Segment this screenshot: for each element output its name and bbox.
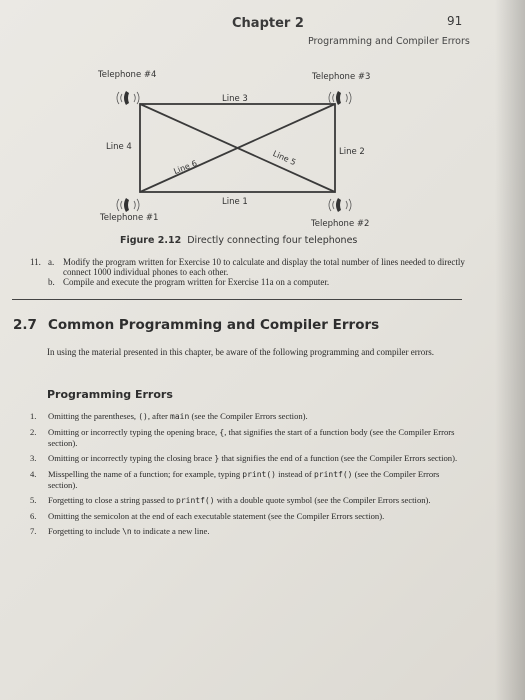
chapter-label: Chapter 2 — [232, 16, 304, 31]
list-item: 5. Forgetting to close a string passed to printf() with a double quote symbol (see the Compiler Errors section). — [30, 495, 431, 505]
figure-number: Figure 2.12 — [120, 235, 182, 246]
telephone-icon-4 — [117, 91, 139, 105]
code-snippet: () — [138, 412, 148, 421]
code-snippet: print() — [242, 470, 276, 479]
code-snippet: printf() — [176, 496, 215, 505]
telephone-icon-2 — [329, 198, 351, 212]
section-divider — [12, 299, 462, 300]
section-title: Common Programming and Compiler Errors — [48, 317, 380, 333]
telephone-1-label: Telephone #1 — [100, 213, 159, 223]
exercise-part-a-text: Modify the program written for Exercise 10 to calculate and display the total number of lines needed to directly connect 1000 individual phones to each other. — [63, 257, 465, 277]
section-intro: In using the material presented in this chapter, be aware of the following programming and compiler errors. — [47, 347, 435, 357]
telephone-3-label: Telephone #3 — [312, 72, 371, 82]
telephone-2-label: Telephone #2 — [311, 219, 370, 229]
list-item: 1. Omitting the parentheses, (), after main (see the Compiler Errors section). — [30, 411, 308, 421]
programming-errors-list — [30, 411, 460, 542]
line-1-label: Line 1 — [222, 197, 248, 207]
telephone-icon-3 — [329, 91, 351, 105]
code-snippet: { — [219, 428, 225, 437]
exercise-number: 11. — [30, 257, 41, 267]
code-snippet: main — [170, 412, 190, 421]
telephone-icon-1 — [117, 198, 139, 212]
figure-caption — [120, 235, 357, 246]
code-snippet: } — [214, 454, 220, 463]
telephone-network-diagram — [0, 0, 525, 260]
exercise-11 — [30, 257, 470, 287]
list-item: 6. Omitting the semicolon at the end of each executable statement (see the Compiler Errors section). — [30, 511, 385, 521]
exercise-part-a-letter: a. — [48, 257, 55, 267]
line-4-label: Line 4 — [106, 142, 132, 152]
code-snippet: \n — [122, 527, 132, 536]
exercise-part-b-text: Compile and execute the program written for Exercise 11a on a computer. — [63, 277, 330, 287]
list-item: 3. Omitting or incorrectly typing the closing brace } that signifies the end of a function (see the Compiler Errors section). — [30, 453, 458, 463]
line-6-label: Line 6 — [172, 158, 199, 177]
running-header: Programming and Compiler Errors — [308, 36, 470, 47]
code-snippet: printf() — [313, 470, 353, 479]
section-heading — [13, 317, 379, 333]
page-number: 91 — [447, 14, 463, 28]
section-number: 2.7 — [13, 317, 37, 333]
list-item: 7. Forgetting to include \n to indicate a new line. — [30, 526, 210, 536]
figure-caption-text: Directly connecting four telephones — [187, 235, 358, 246]
exercise-part-b-letter: b. — [48, 277, 55, 287]
line-3-label: Line 3 — [222, 94, 248, 104]
telephone-4-label: Telephone #4 — [98, 70, 157, 80]
edge-shadow — [495, 0, 525, 700]
programming-errors-heading: Programming Errors — [47, 388, 173, 401]
list-item: 2. Omitting or incorrectly typing the opening brace, {, that signifies the start of a function body (see the Compiler Errors section). — [30, 427, 455, 448]
line-5-label: Line 5 — [271, 148, 298, 168]
list-item: 4. Misspelling the name of a function; for example, typing print() instead of printf() (see the Compiler Errors section). — [30, 469, 440, 490]
line-2-label: Line 2 — [339, 147, 365, 157]
